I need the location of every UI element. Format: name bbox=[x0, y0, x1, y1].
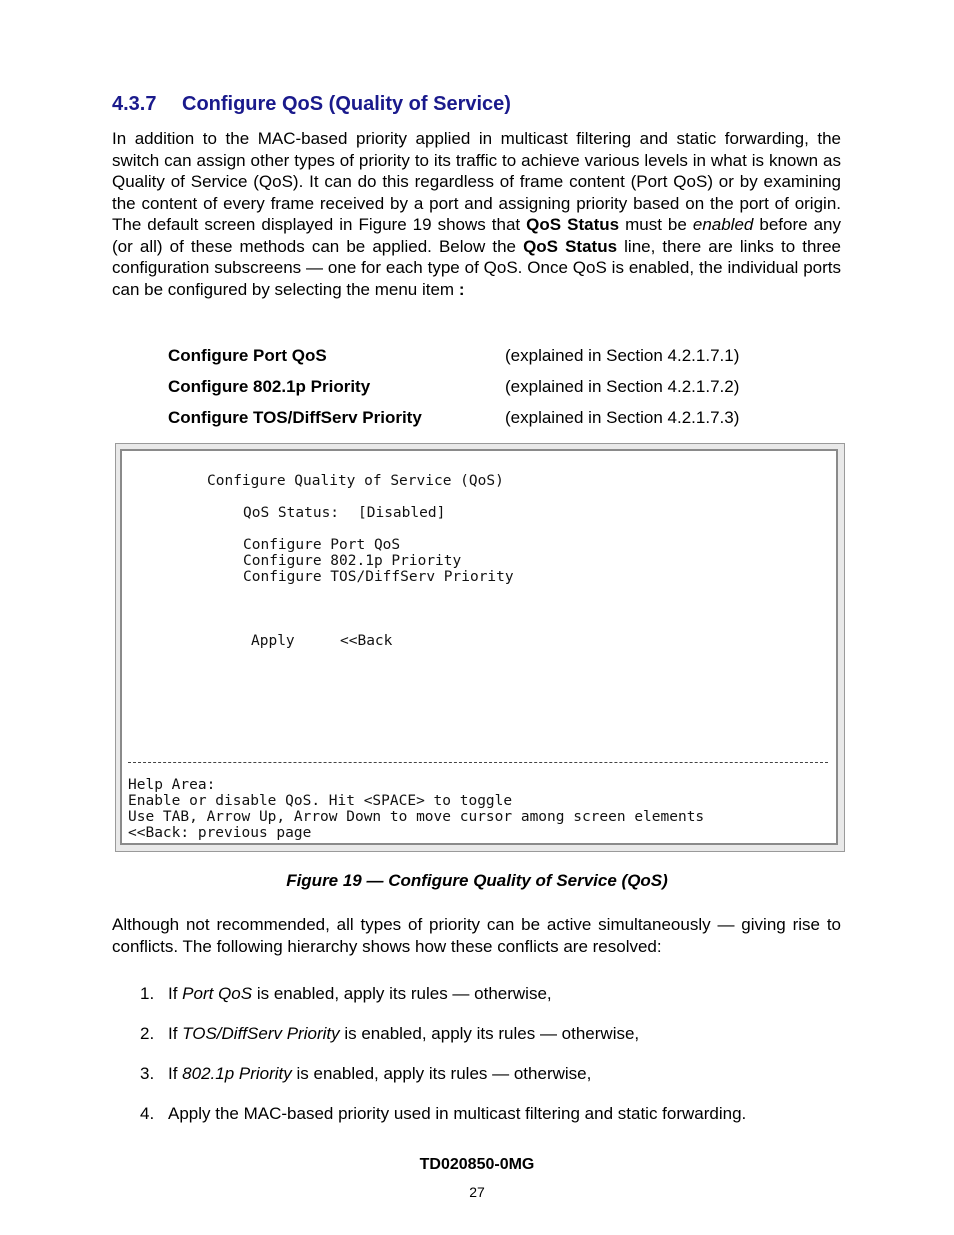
list-number: 1. bbox=[140, 984, 155, 1003]
page-number: 27 bbox=[469, 1184, 485, 1200]
menu-row bbox=[168, 402, 739, 433]
configure-port-qos-link[interactable]: Configure Port QoS bbox=[243, 537, 401, 553]
configure-8021p-priority-link[interactable]: Configure 802.1p Priority bbox=[243, 553, 462, 569]
back-button[interactable]: <<Back bbox=[340, 633, 393, 649]
intro-colon: : bbox=[458, 279, 465, 299]
list-emphasis: Port QoS bbox=[182, 984, 253, 1003]
list-text: is enabled, apply its rules — otherwise, bbox=[291, 1064, 592, 1083]
list-emphasis: 802.1p Priority bbox=[182, 1064, 292, 1083]
priority-hierarchy-list bbox=[140, 984, 746, 1144]
list-text: If bbox=[168, 1064, 183, 1083]
qos-status-toggle[interactable]: [Disabled] bbox=[358, 505, 446, 521]
list-text: If bbox=[168, 984, 183, 1003]
intro-text-2: must be bbox=[619, 215, 693, 234]
list-number: 4. bbox=[140, 1104, 155, 1123]
screen-title: Configure Quality of Service (QoS) bbox=[207, 473, 504, 489]
help-line: Enable or disable QoS. Hit <SPACE> to toggle bbox=[128, 793, 513, 809]
intro-paragraph bbox=[112, 128, 841, 300]
section-title: Configure QoS (Quality of Service) bbox=[182, 93, 511, 115]
list-item bbox=[140, 984, 746, 1024]
qos-status-term-2: QoS Status bbox=[523, 236, 618, 256]
list-text: is enabled, apply its rules — otherwise, bbox=[339, 1024, 640, 1043]
list-number: 2. bbox=[140, 1024, 155, 1043]
help-divider bbox=[128, 762, 828, 763]
list-item bbox=[140, 1064, 746, 1104]
qos-status-term-1: QoS Status bbox=[526, 215, 620, 234]
section-heading bbox=[112, 93, 511, 116]
list-item bbox=[140, 1024, 746, 1064]
menu-item-ref: (explained in Section 4.2.1.7.1) bbox=[505, 345, 740, 365]
menu-item-ref: (explained in Section 4.2.1.7.3) bbox=[505, 407, 740, 427]
enabled-term: enabled bbox=[692, 215, 754, 234]
menu-item-ref: (explained in Section 4.2.1.7.2) bbox=[505, 376, 740, 396]
help-line: Use TAB, Arrow Up, Arrow Down to move cursor among screen elements bbox=[128, 809, 705, 825]
intro-text-1: In addition to the MAC-based priority applied in multicast filtering and static forwarding, the switch can assign other types of priority to its traffic to achieve various levels in what is known as Quality of Service (QoS). It can do this regardless of frame content (Port QoS) or by examining the content of every frame received by a port and assigning priority based on the port of origin. The default screen displayed in Figure 19 shows that bbox=[112, 129, 841, 234]
list-text: Apply the MAC-based priority used in multicast filtering and static forwarding. bbox=[168, 1104, 747, 1123]
menu-item-label: Configure Port QoS bbox=[168, 345, 327, 365]
list-emphasis: TOS/DiffServ Priority bbox=[182, 1024, 340, 1043]
help-area-title: Help Area: bbox=[128, 777, 216, 793]
configure-tos-diffserv-link[interactable]: Configure TOS/DiffServ Priority bbox=[243, 569, 514, 585]
qos-status-label: QoS Status: bbox=[243, 505, 340, 521]
terminal-screenshot bbox=[120, 449, 838, 845]
list-number: 3. bbox=[140, 1064, 155, 1083]
help-line: <<Back: previous page bbox=[128, 825, 312, 841]
list-text: If bbox=[168, 1024, 183, 1043]
conflict-paragraph: Although not recommended, all types of priority can be active simultaneously — giving rise to conflicts. The following hierarchy shows how these conflicts are resolved: bbox=[112, 915, 841, 956]
menu-row bbox=[168, 340, 739, 371]
list-item bbox=[140, 1104, 746, 1144]
figure-caption: Figure 19 — Configure Quality of Service (QoS) bbox=[286, 871, 668, 890]
apply-button[interactable]: Apply bbox=[251, 633, 295, 649]
list-text: is enabled, apply its rules — otherwise, bbox=[252, 984, 552, 1003]
menu-item-label: Configure 802.1p Priority bbox=[168, 376, 371, 396]
intro-text-3: before any (or all) of these methods can be applied. Below the bbox=[112, 215, 842, 256]
section-number: 4.3.7 bbox=[112, 93, 157, 115]
menu-item-table bbox=[168, 340, 739, 433]
menu-row bbox=[168, 371, 739, 402]
menu-item-label: Configure TOS/DiffServ Priority bbox=[168, 407, 422, 427]
document-id: TD020850-0MG bbox=[419, 1156, 535, 1173]
intro-text-4: line, there are links to three configuration subscreens — one for each type of QoS. Once QoS is enabled, the individual ports can be configured by selecting the menu item bbox=[112, 236, 842, 299]
